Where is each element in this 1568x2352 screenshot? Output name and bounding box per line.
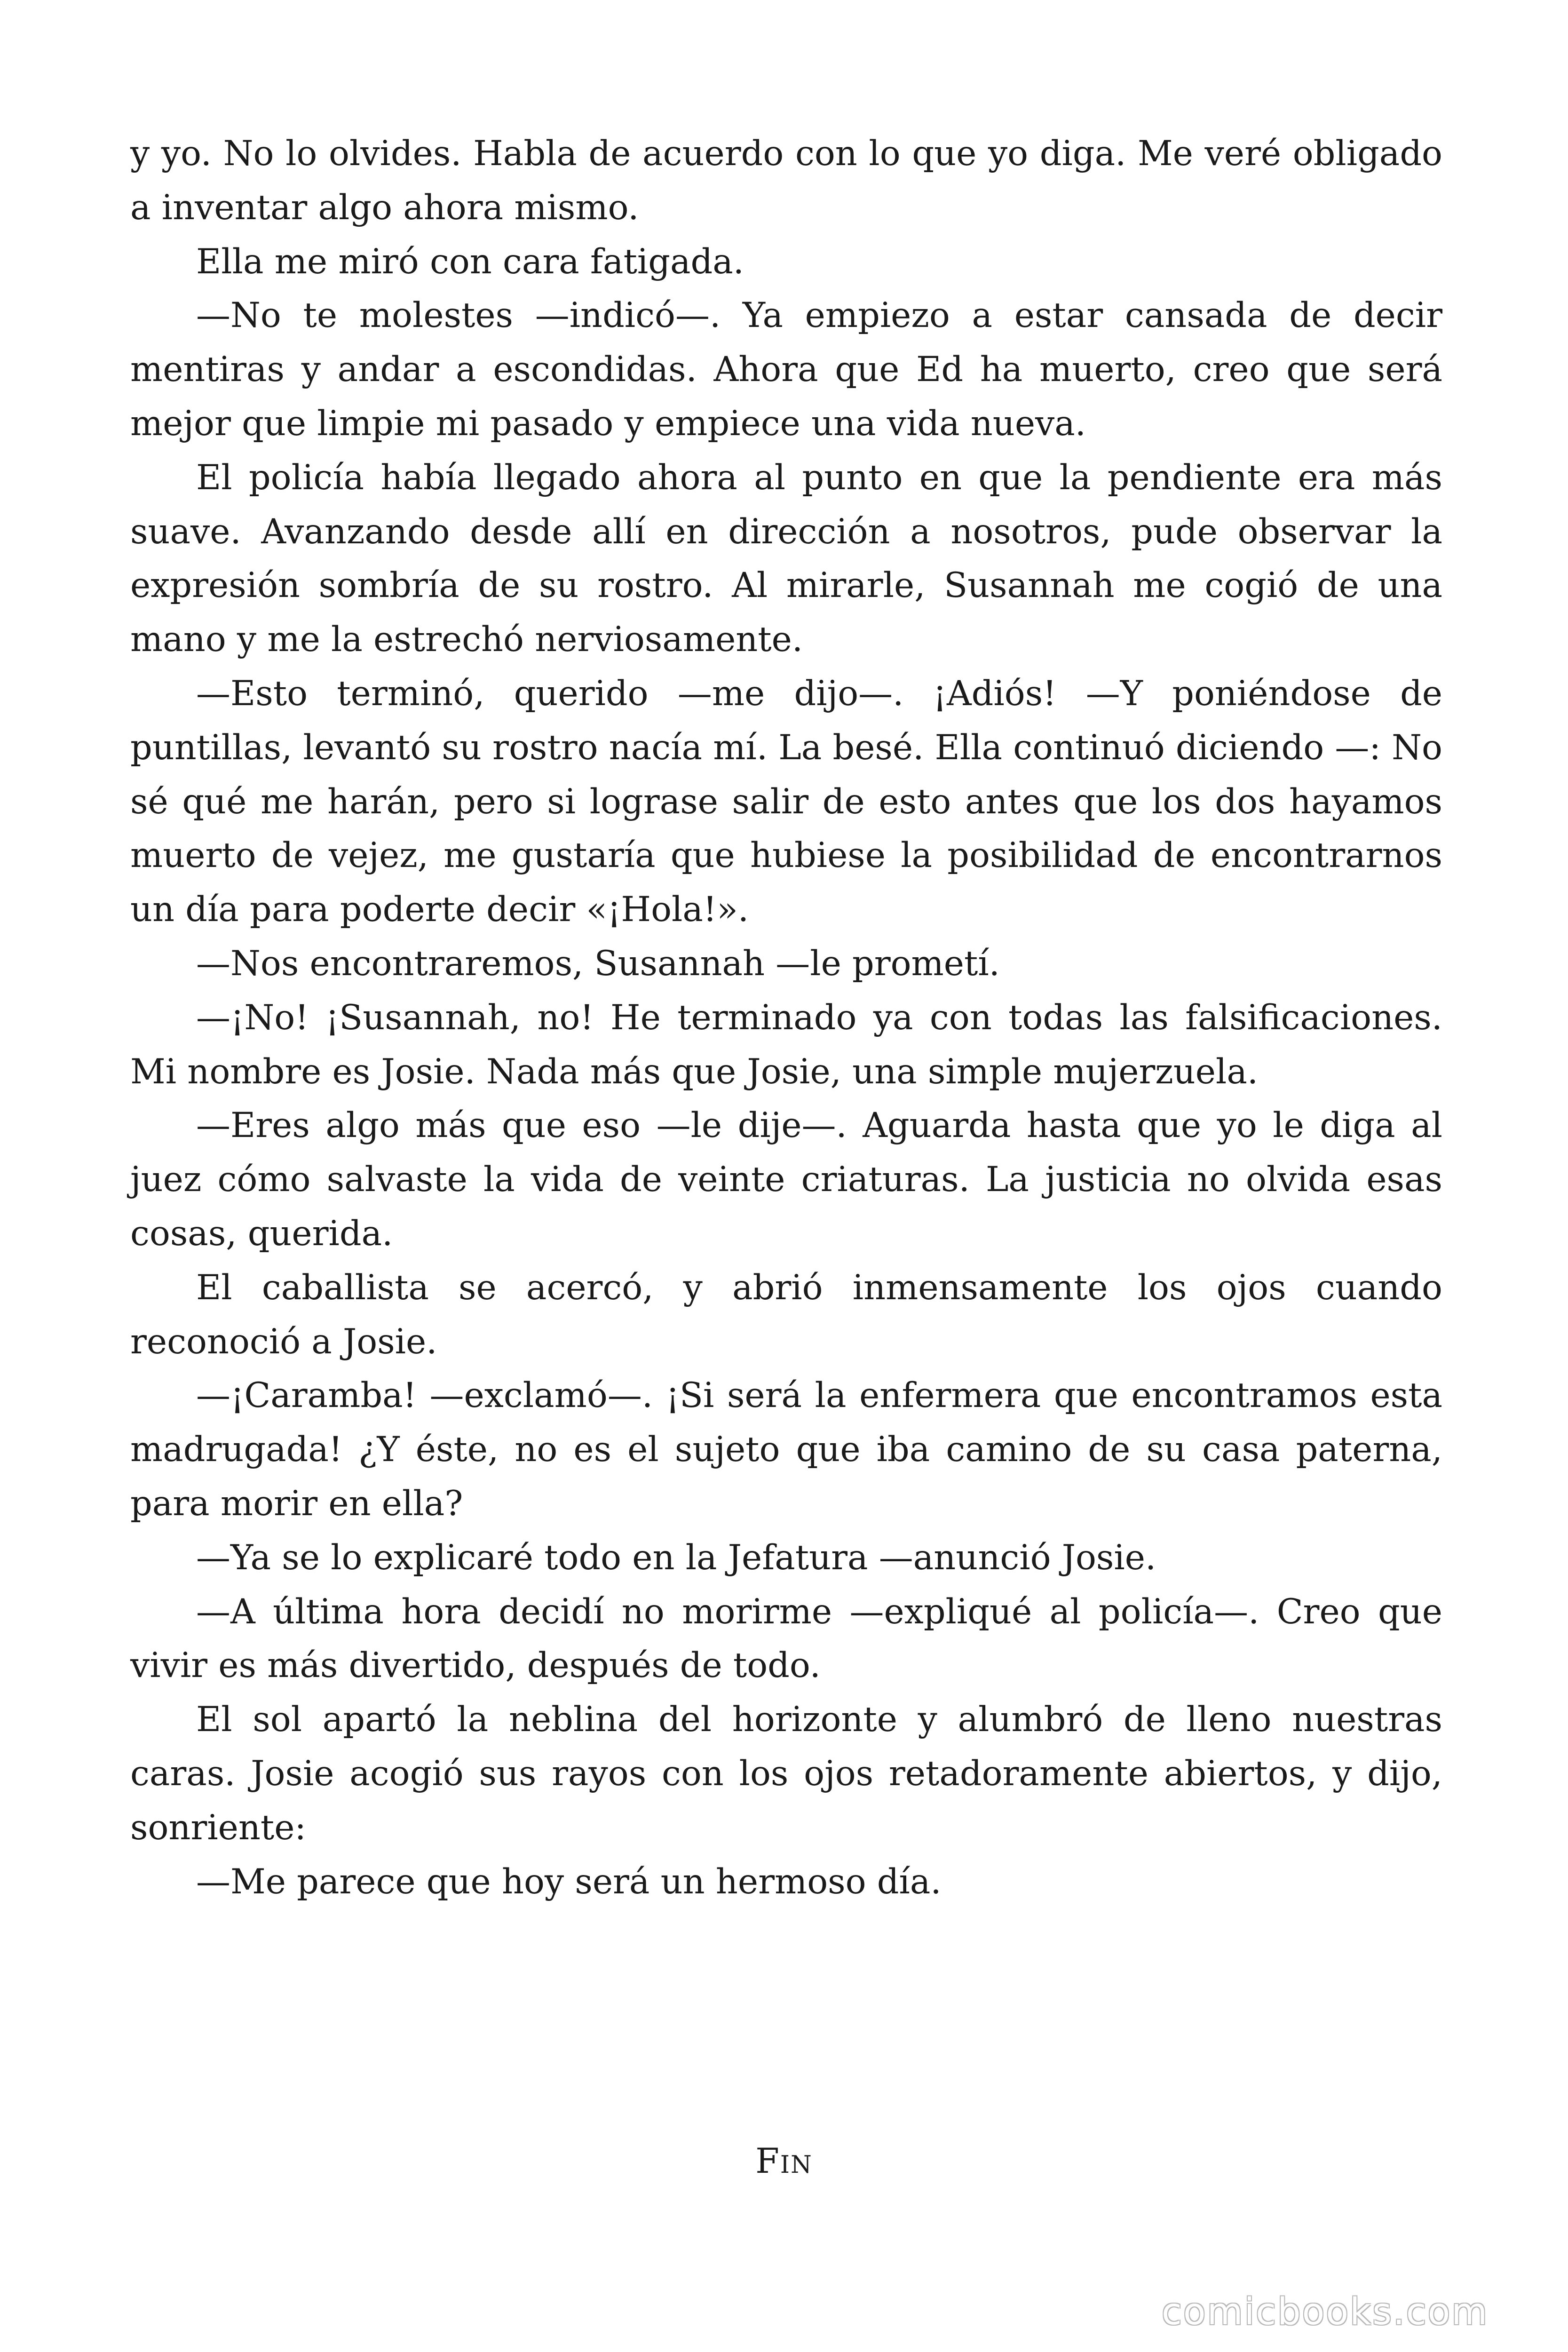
- paragraph: —Me parece que hoy será un hermoso día.: [196, 1861, 942, 1902]
- paragraph: —Eres algo más que eso —le dije—. Aguarda hasta que yo le diga al juez cómo salvaste la vida de veinte criaturas. La justicia no olvida esas cosas, querida.: [130, 1105, 1442, 1254]
- paragraph: —¡Caramba! —exclamó—. ¡Si será la enfermera que encontramos esta madrugada! ¿Y éste, no es el sujeto que iba camino de su casa paterna, para morir en ella?: [130, 1375, 1442, 1524]
- paragraph: El sol apartó la neblina del horizonte y alumbró de lleno nuestras caras. Josie acogió sus rayos con los ojos retadoramente abiertos, y dijo, sonriente:: [130, 1700, 1442, 1848]
- watermark: comicbooks.com: [1162, 2291, 1489, 2333]
- paragraph: Ella me miró con cara fatigada.: [196, 241, 744, 282]
- paragraph: —Esto terminó, querido —me dijo—. ¡Adiós! —Y poniéndose de puntillas, levantó su rostro nacía mí. La besé. Ella continuó diciendo —: No sé qué me harán, pero si lograse salir de esto antes que los dos hayamos muerto de vejez, me gustaría que hubiese la posibilidad de encontrarnos un día para poderte decir «¡Hola!».: [130, 673, 1442, 930]
- paragraph: —Nos encontraremos, Susannah —le prometí.: [196, 943, 1000, 984]
- paragraph: —Ya se lo explicaré todo en la Jefatura —anunció Josie.: [196, 1537, 1156, 1578]
- paragraph: —No te molestes —indicó—. Ya empiezo a estar cansada de decir mentiras y andar a escondidas. Ahora que Ed ha muerto, creo que será mejor que limpie mi pasado y empiece una vida nueva.: [130, 295, 1442, 444]
- paragraph: —A última hora decidí no morirme —expliqué al policía—. Creo que vivir es más divertido, después de todo.: [130, 1591, 1442, 1686]
- paragraph: —¡No! ¡Susannah, no! He terminado ya con todas las falsificaciones. Mi nombre es Josie. Nada más que Josie, una simple mujerzuela.: [130, 997, 1442, 1092]
- page-body: [130, 127, 1442, 1909]
- paragraph: y yo. No lo olvides. Habla de acuerdo con lo que yo diga. Me veré obligado a inventar algo ahora mismo.: [130, 134, 1442, 228]
- paragraph: El caballista se acercó, y abrió inmensamente los ojos cuando reconoció a Josie.: [130, 1267, 1442, 1362]
- end-mark: Fin: [755, 2141, 813, 2181]
- paragraph: El policía había llegado ahora al punto en que la pendiente era más suave. Avanzando desde allí en dirección a nosotros, pude observar la expresión sombría de su rostro. Al mirarle, Susannah me cogió de una mano y me la estrechó nerviosamente.: [130, 457, 1442, 660]
